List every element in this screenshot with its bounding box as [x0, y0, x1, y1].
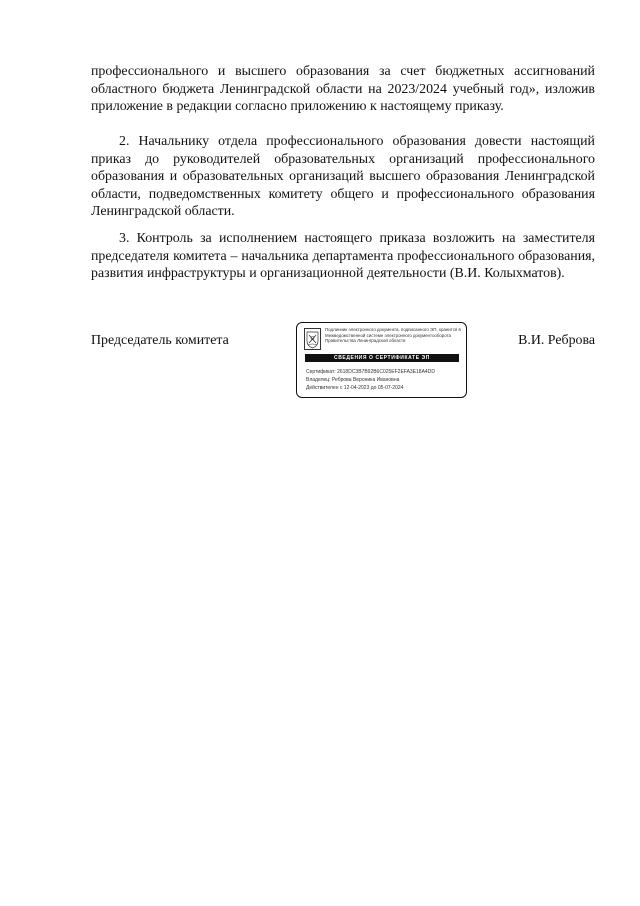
- paragraph-3: 3. Контроль за исполнением настоящего приказа возложить на заместителя председателя комитета – начальника департамента профессионального образования, развития инфраструктуры и организационной деятельности (В.И. Колыхматов).: [91, 231, 595, 282]
- certificate-validity: Действителен с 12-04-2023 до 05-07-2024: [306, 385, 404, 392]
- stamp-title: СВЕДЕНИЯ О СЕРТИФИКАТЕ ЭП: [305, 354, 459, 362]
- stamp-details: [306, 368, 464, 393]
- signatory-name: В.И. Реброва: [518, 333, 595, 348]
- coat-of-arms-icon: [304, 328, 321, 350]
- electronic-signature-stamp: [296, 322, 467, 398]
- certificate-number: Сертификат: 2618DC3B7B92B6C025EF2EFA3E18A4DD: [306, 369, 435, 375]
- certificate-owner: Владелец: Реброва Вероника Ивановна: [306, 377, 400, 384]
- signatory-position: Председатель комитета: [91, 333, 229, 348]
- paragraph-2: 2. Начальнику отдела профессионального образования довести настоящий приказ до руководителей образовательных организаций профессионального образования и образовательных организаций высшего образования Ленинградской области, подведомственных комитету общего и профессионального образования Ленинградской области.: [91, 134, 595, 220]
- stamp-header-text: Подлинник электронного документа, подписанного ЭП, хранится в Межведомственной системе электронного документооборота Правительства Ленинградской области: [325, 327, 461, 344]
- paragraph-1: профессионального и высшего образования за счет бюджетных ассигнований областного бюджета Ленинградской области на 2023/2024 учебный год», изложив приложение в редакции согласно приложению к настоящему приказу.: [91, 64, 595, 115]
